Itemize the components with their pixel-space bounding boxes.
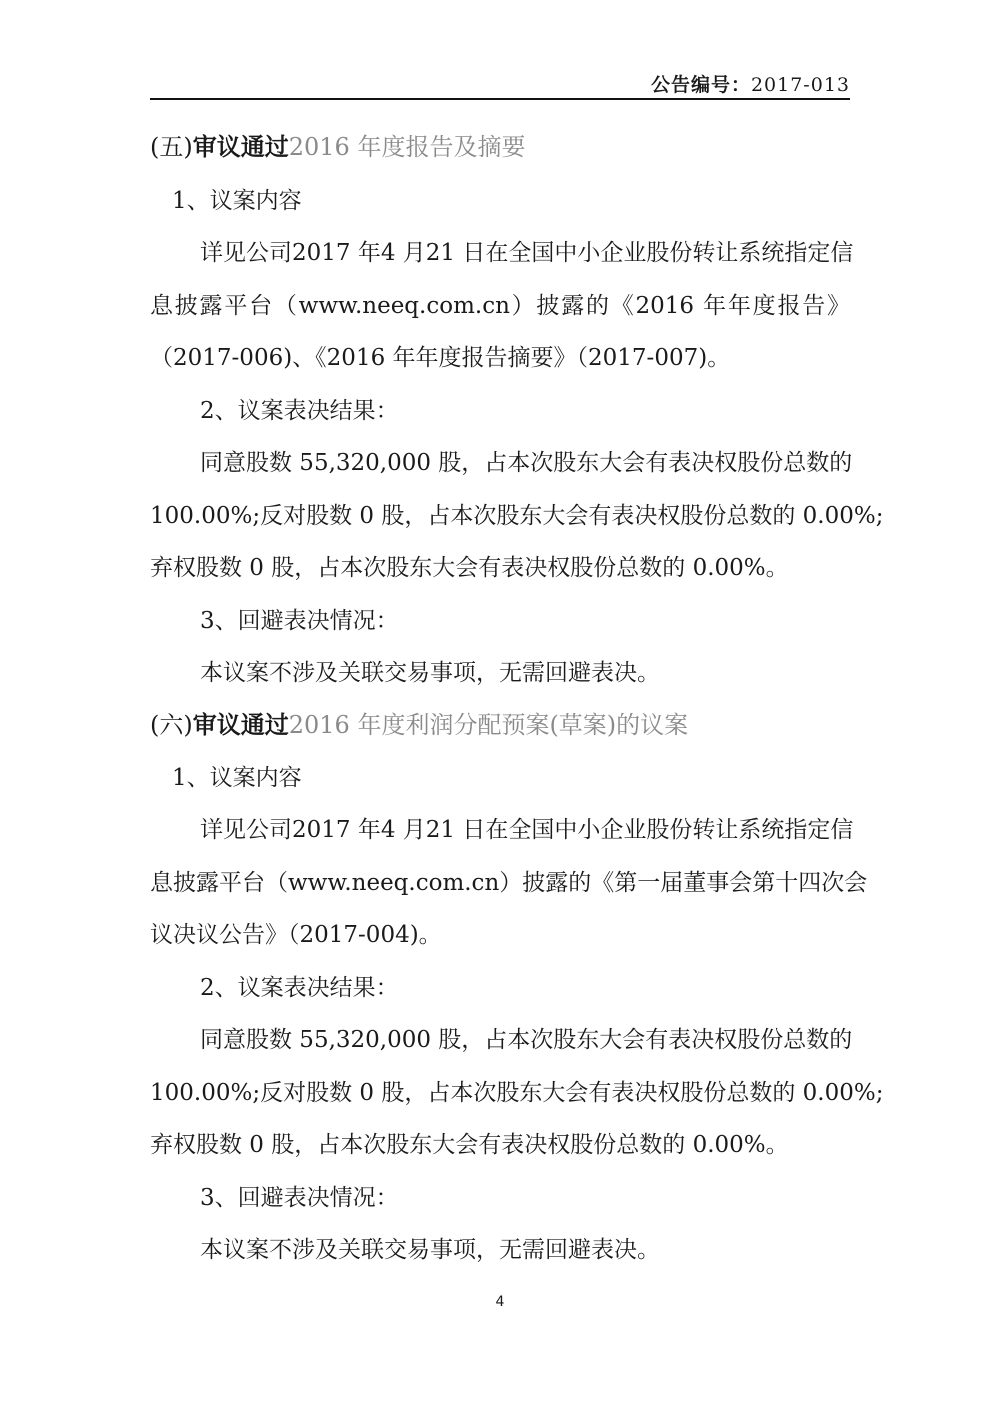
section-6-vote-line-3: 弃权股数 0 股，占本次股东大会有表决权股份总数的 0.00%。 [150, 1132, 789, 1158]
section-6-vote-line-2: 100.00%;反对股数 0 股，占本次股东大会有表决权股份总数的 0.00%; [150, 1080, 884, 1106]
section-6-avoid-text: 本议案不涉及关联交易事项，无需回避表决。 [200, 1237, 660, 1263]
section-5-avoid-text: 本议案不涉及关联交易事项，无需回避表决。 [200, 660, 660, 686]
announcement-number-label: 公告编号： [650, 74, 751, 96]
section-6-content-line-3: 议决议公告》（2017-004)。 [150, 922, 442, 948]
section-6-title: 2016 年度利润分配预案(草案)的议案 [288, 711, 689, 739]
announcement-number-value: 2017-013 [750, 74, 850, 96]
section-6-content-line-2: 息披露平台（www.neeq.com.cn）披露的《第一届董事会第十四次会 [150, 870, 868, 896]
section-6-sub-content: 1、议案内容 [172, 765, 302, 791]
section-6-sub-avoid: 3、回避表决情况： [200, 1185, 399, 1211]
header-divider [150, 98, 850, 100]
section-5-sub-content: 1、议案内容 [172, 188, 302, 214]
section-6-sub-vote: 2、议案表决结果： [200, 975, 399, 1001]
section-5-title: 2016 年度报告及摘要 [288, 133, 526, 161]
section-6-content-line-1: 详见公司2017 年4 月21 日在全国中小企业股份转让系统指定信 [200, 817, 854, 843]
page-number: 4 [495, 1294, 505, 1310]
section-6-heading [150, 708, 850, 742]
section-5-content-line-1: 详见公司2017 年4 月21 日在全国中小企业股份转让系统指定信 [200, 240, 854, 266]
section-6-number: (六) [150, 711, 193, 739]
section-5-vote-line-2: 100.00%;反对股数 0 股，占本次股东大会有表决权股份总数的 0.00%; [150, 503, 884, 529]
section-5-content-line-3: （2017-006)、《2016 年年度报告摘要》（2017-007)。 [150, 345, 731, 371]
section-5-approved-label: 审议通过 [192, 132, 289, 161]
section-5-vote-line-1: 同意股数 55,320,000 股，占本次股东大会有表决权股份总数的 [200, 450, 853, 476]
section-5-vote-line-3: 弃权股数 0 股，占本次股东大会有表决权股份总数的 0.00%。 [150, 555, 789, 581]
section-5-content-line-2: 息披露平台（www.neeq.com.cn）披露的《2016 年年度报告》 [150, 293, 850, 319]
section-5-heading [150, 130, 850, 164]
section-5-sub-vote: 2、议案表决结果： [200, 398, 399, 424]
section-5-number: (五) [150, 133, 193, 161]
section-6-approved-label: 审议通过 [192, 710, 289, 739]
section-6-vote-line-1: 同意股数 55,320,000 股，占本次股东大会有表决权股份总数的 [200, 1027, 853, 1053]
announcement-number [651, 70, 850, 97]
section-5-sub-avoid: 3、回避表决情况： [200, 608, 399, 634]
